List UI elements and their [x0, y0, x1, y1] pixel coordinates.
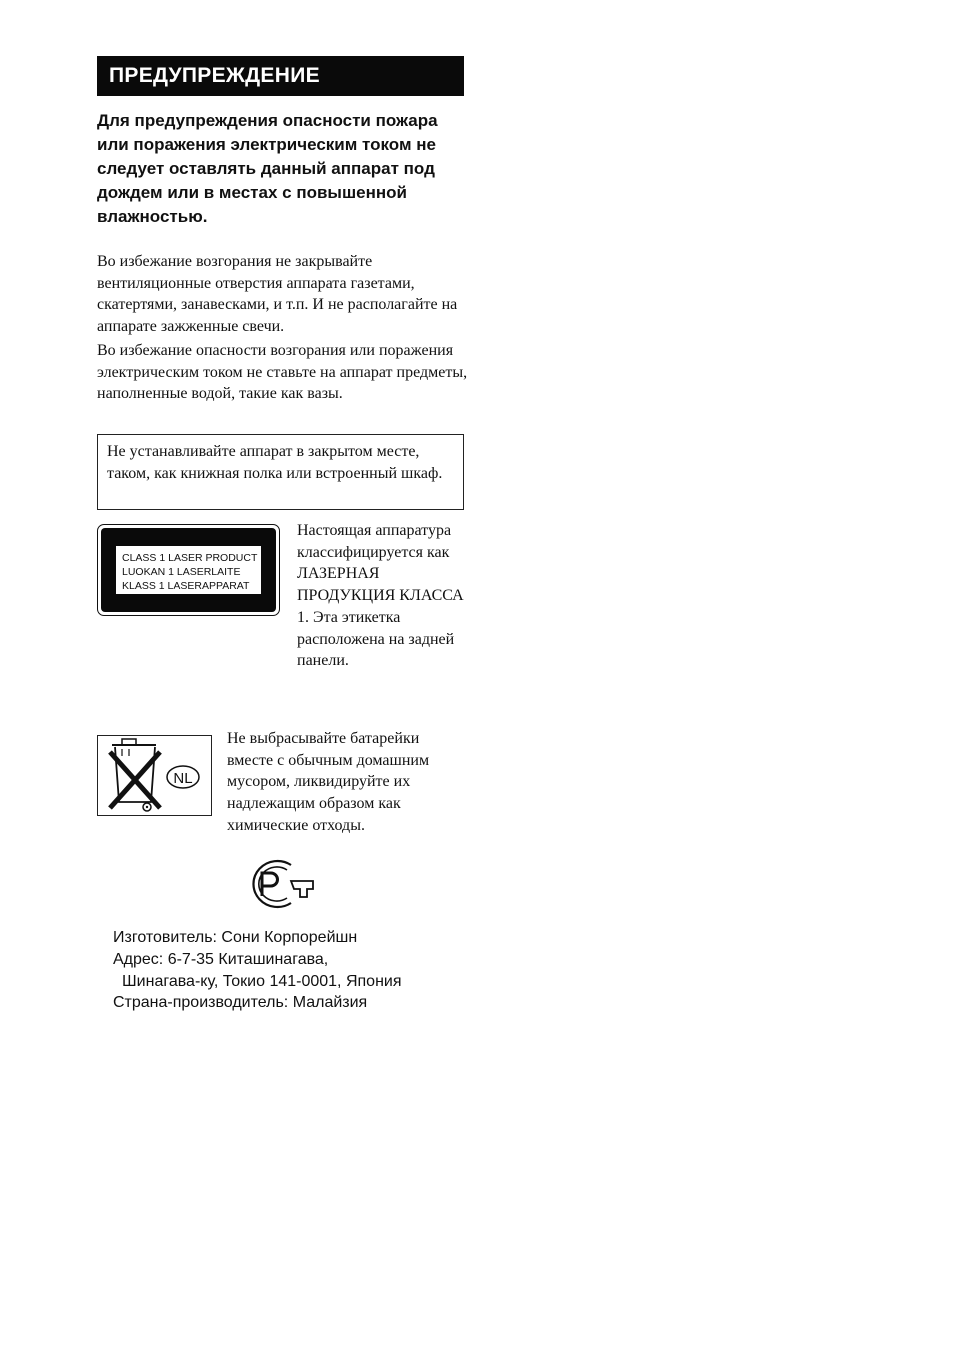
- installation-notice-box: Не устанавливайте аппарат в закрытом месте, таком, как книжная полка или встроенный шкаф.: [97, 434, 464, 510]
- laser-label-text: [116, 546, 261, 594]
- country-line: Страна-производитель: Малайзия: [113, 994, 368, 1012]
- laser-label-line: LUOKAN 1 LASERLAITE: [122, 566, 241, 578]
- address-line: Адрес: 6-7-35 Киташинагава,: [113, 950, 329, 968]
- pct-mark-icon: [247, 857, 317, 911]
- battery-disposal-text: Не выбрасывайте батарейки вместе с обычным домашним мусором, ликвидируйте их надлежащим образом как химические отходы.: [227, 730, 430, 834]
- nl-badge: NL: [173, 770, 193, 787]
- warning-header: ПРЕДУПРЕЖДЕНИЕ: [97, 56, 464, 96]
- laser-description: Настоящая аппаратура классифицируется как ЛАЗЕРНАЯ ПРОДУКЦИЯ КЛАССА 1. Эта этикетка расположена на задней панели.: [297, 522, 464, 670]
- manufacturer-line: Изготовитель: Сони Корпорейшн: [113, 929, 358, 946]
- laser-class-label: [97, 524, 280, 616]
- manufacturer-info: [113, 927, 473, 1014]
- lead-warning: Для предупреждения опасности пожара или поражения электрическим током не следует оставлять данный аппарат под дождем или в местах с повышенной влажностью.: [97, 111, 438, 226]
- battery-disposal-symbol: [97, 735, 212, 816]
- laser-label-line: KLASS 1 LASERAPPARAT: [122, 580, 250, 592]
- laser-label-line: CLASS 1 LASER PRODUCT: [122, 552, 258, 564]
- water-paragraph: Во избежание опасности возгорания или поражения электрическим током не ставьте на аппарат предметы, наполненные водой, такие как вазы.: [97, 342, 468, 403]
- ventilation-paragraph: Во избежание возгорания не закрывайте вентиляционные отверстия аппарата газетами, скатертями, занавесками, и т.п. И не располагайте на аппарате зажженные свечи.: [97, 253, 458, 336]
- laser-label-frame: [101, 528, 276, 612]
- crossed-out-bin-icon: [98, 736, 211, 815]
- address-line-continued: Шинагава-ку, Токио 141-0001, Япония: [122, 972, 402, 990]
